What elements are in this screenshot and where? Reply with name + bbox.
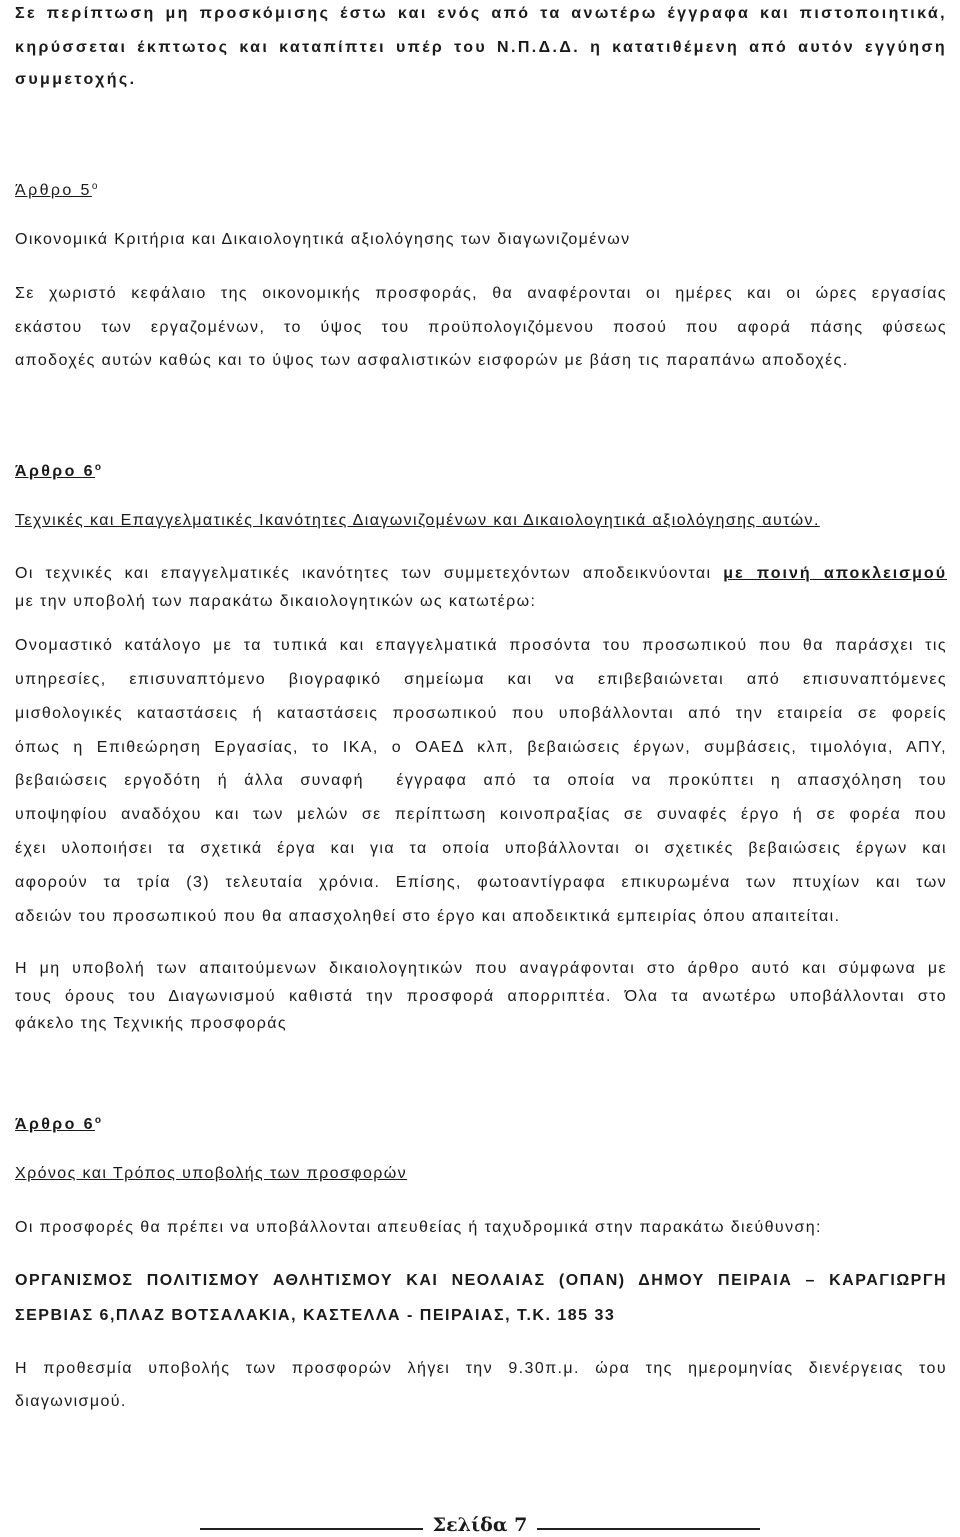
article-5-heading [15, 175, 947, 202]
article-6b-heading [15, 1109, 947, 1136]
intro-line-1: Σε περίπτωση μη προσκόμισης έστω και ενός από τα ανωτέρω έγγραφα και πιστοποιητικά, [15, 5, 947, 22]
footer [0, 1514, 960, 1536]
article-6a-heading-sup: ο [94, 462, 102, 473]
list-line-4: όπως η Επιθεώρηση Εργασίας, το ΙΚΑ, ο ΟΑΕΔ κλπ, βεβαιώσεις έργων, συμβάσεις, τιμολόγια, ΑΠΥ, [15, 739, 947, 756]
article-6a-intro-pre: Οι τεχνικές και επαγγελματικές ικανότητες των συμμετεχόντων αποδεικνύονται [15, 565, 712, 582]
rejection-line-2: τους όρους του Διαγωνισμού καθιστά την προσφορά απορριπτέα. Όλα τα ανωτέρω υποβάλλονται στο [15, 988, 947, 1005]
article-6a-heading [15, 456, 947, 483]
article-5-line-1: Σε χωριστό κεφάλαιο της οικονομικής προσφοράς, θα αναφέρονται οι ημέρες και οι ώρες εργασίας [15, 285, 947, 302]
article-6b-heading-text: Άρθρο 6 [15, 1116, 95, 1133]
article-5-heading-text: Άρθρο 5 [15, 182, 92, 199]
list-line-9: αδειών του προσωπικού που θα απασχοληθεί στο έργο και αποδεικτικά εμπειρίας όπου απαιτείται. [15, 908, 841, 925]
list-line-3: μισθολογικές καταστάσεις ή καταστάσεις προσωπικού που υποβάλλονται από την εταιρεία σε φορείς [15, 705, 947, 722]
intro-line-3: συμμετοχής. [15, 71, 137, 88]
article-6a-intro-line-2: με την υποβολή των παρακάτω δικαιολογητικών ως κατωτέρω: [15, 593, 537, 610]
article-5-line-2: εκάστου των εργαζομένων, το ύψος του προϋπολογιζόμενου ποσού που αφορά πάσης φύσεως [15, 319, 947, 336]
article-5-heading-sup: ο [91, 181, 98, 192]
deadline-line-1: Η προθεσμία υποβολής των προσφορών λήγει την 9.30π.μ. ώρα της ημερομηνίας διενέργειας του [15, 1360, 947, 1377]
article-6a-intro-line-1 [15, 562, 947, 585]
list-line-6: υποψηφίου αναδόχου και των μελών σε περίπτωση κοινοπραξίας σε συναφές έργο ή σε φορέα που [15, 806, 947, 823]
deadline-line-2: διαγωνισμού. [15, 1393, 127, 1410]
list-line-8: αφορούν τα τρία (3) τελευταία χρόνια. Επίσης, φωτοαντίγραφα επικυρωμένα των πτυχίων και των [15, 874, 947, 891]
rejection-line-1: Η μη υποβολή των απαιτούμενων δικαιολογητικών που αναγράφονται στο άρθρο αυτό και σύμφωνα με [15, 960, 947, 977]
address-line-2: ΣΕΡΒΙΑΣ 6,ΠΛΑΖ ΒΟΤΣΑΛΑΚΙΑ, ΚΑΣΤΕΛΛΑ - ΠΕΙΡΑΙΑΣ, Τ.Κ. 185 33 [15, 1307, 616, 1324]
list-line-7: έχει υλοποιήσει τα σχετικά έργα και για τα οποία υποβάλλονται οι σχετικές βεβαιώσεις έργων και [15, 840, 947, 857]
intro-line-2: κηρύσσεται έκπτωτος και καταπίπτει υπέρ του Ν.Π.Δ.Δ. η κατατιθέμενη από αυτόν εγγύηση [15, 39, 947, 56]
list-line-2: υπηρεσίες, επισυναπτόμενο βιογραφικό σημείωμα και να επιβεβαιώνεται από επισυναπτόμενες [15, 671, 947, 688]
article-5-subtitle: Οικονομικά Κριτήρια και Δικαιολογητικά αξιολόγησης των διαγωνιζομένων [15, 231, 631, 248]
article-6a-subtitle: Τεχνικές και Επαγγελματικές Ικανότητες Διαγωνιζομένων και Δικαιολογητικά αξιολόγησης αυτών. [15, 512, 820, 529]
rejection-line-3: φάκελο της Τεχνικής προσφοράς [15, 1015, 287, 1032]
list-line-5: βεβαιώσεις εργοδότη ή άλλα συναφή έγγραφα από τα οποία να προκύπτει η απασχόληση του [15, 772, 947, 789]
penalty-clause: με ποινή αποκλεισμού [723, 565, 948, 582]
article-6b-subtitle: Χρόνος και Τρόπος υποβολής των προσφορών [15, 1165, 408, 1182]
article-6a-heading-text: Άρθρο 6 [15, 463, 95, 480]
list-line-1: Ονομαστικό κατάλογο με τα τυπικά και επαγγελματικά προσόντα του προσωπικού που θα παράσχει τις [15, 637, 947, 654]
page-number: Σελίδα 7 [423, 1514, 538, 1536]
article-6b-heading-sup: ο [94, 1115, 102, 1126]
article-5-line-3: αποδοχές αυτών καθώς και το ύψος των ασφαλιστικών εισφορών με βάση τις παραπάνω αποδοχές. [15, 352, 849, 369]
address-line-1: ΟΡΓΑΝΙΣΜΟΣ ΠΟΛΙΤΙΣΜΟΥ ΑΘΛΗΤΙΣΜΟΥ ΚΑΙ ΝΕΟΛΑΙΑΣ (ΟΠΑΝ) ΔΗΜΟΥ ΠΕΙΡΑΙΑ – ΚΑΡΑΓΙΩΡΓΗ [15, 1272, 947, 1289]
article-6b-intro: Οι προσφορές θα πρέπει να υποβάλλονται απευθείας ή ταχυδρομικά στην παρακάτω διεύθυνση: [15, 1219, 822, 1236]
